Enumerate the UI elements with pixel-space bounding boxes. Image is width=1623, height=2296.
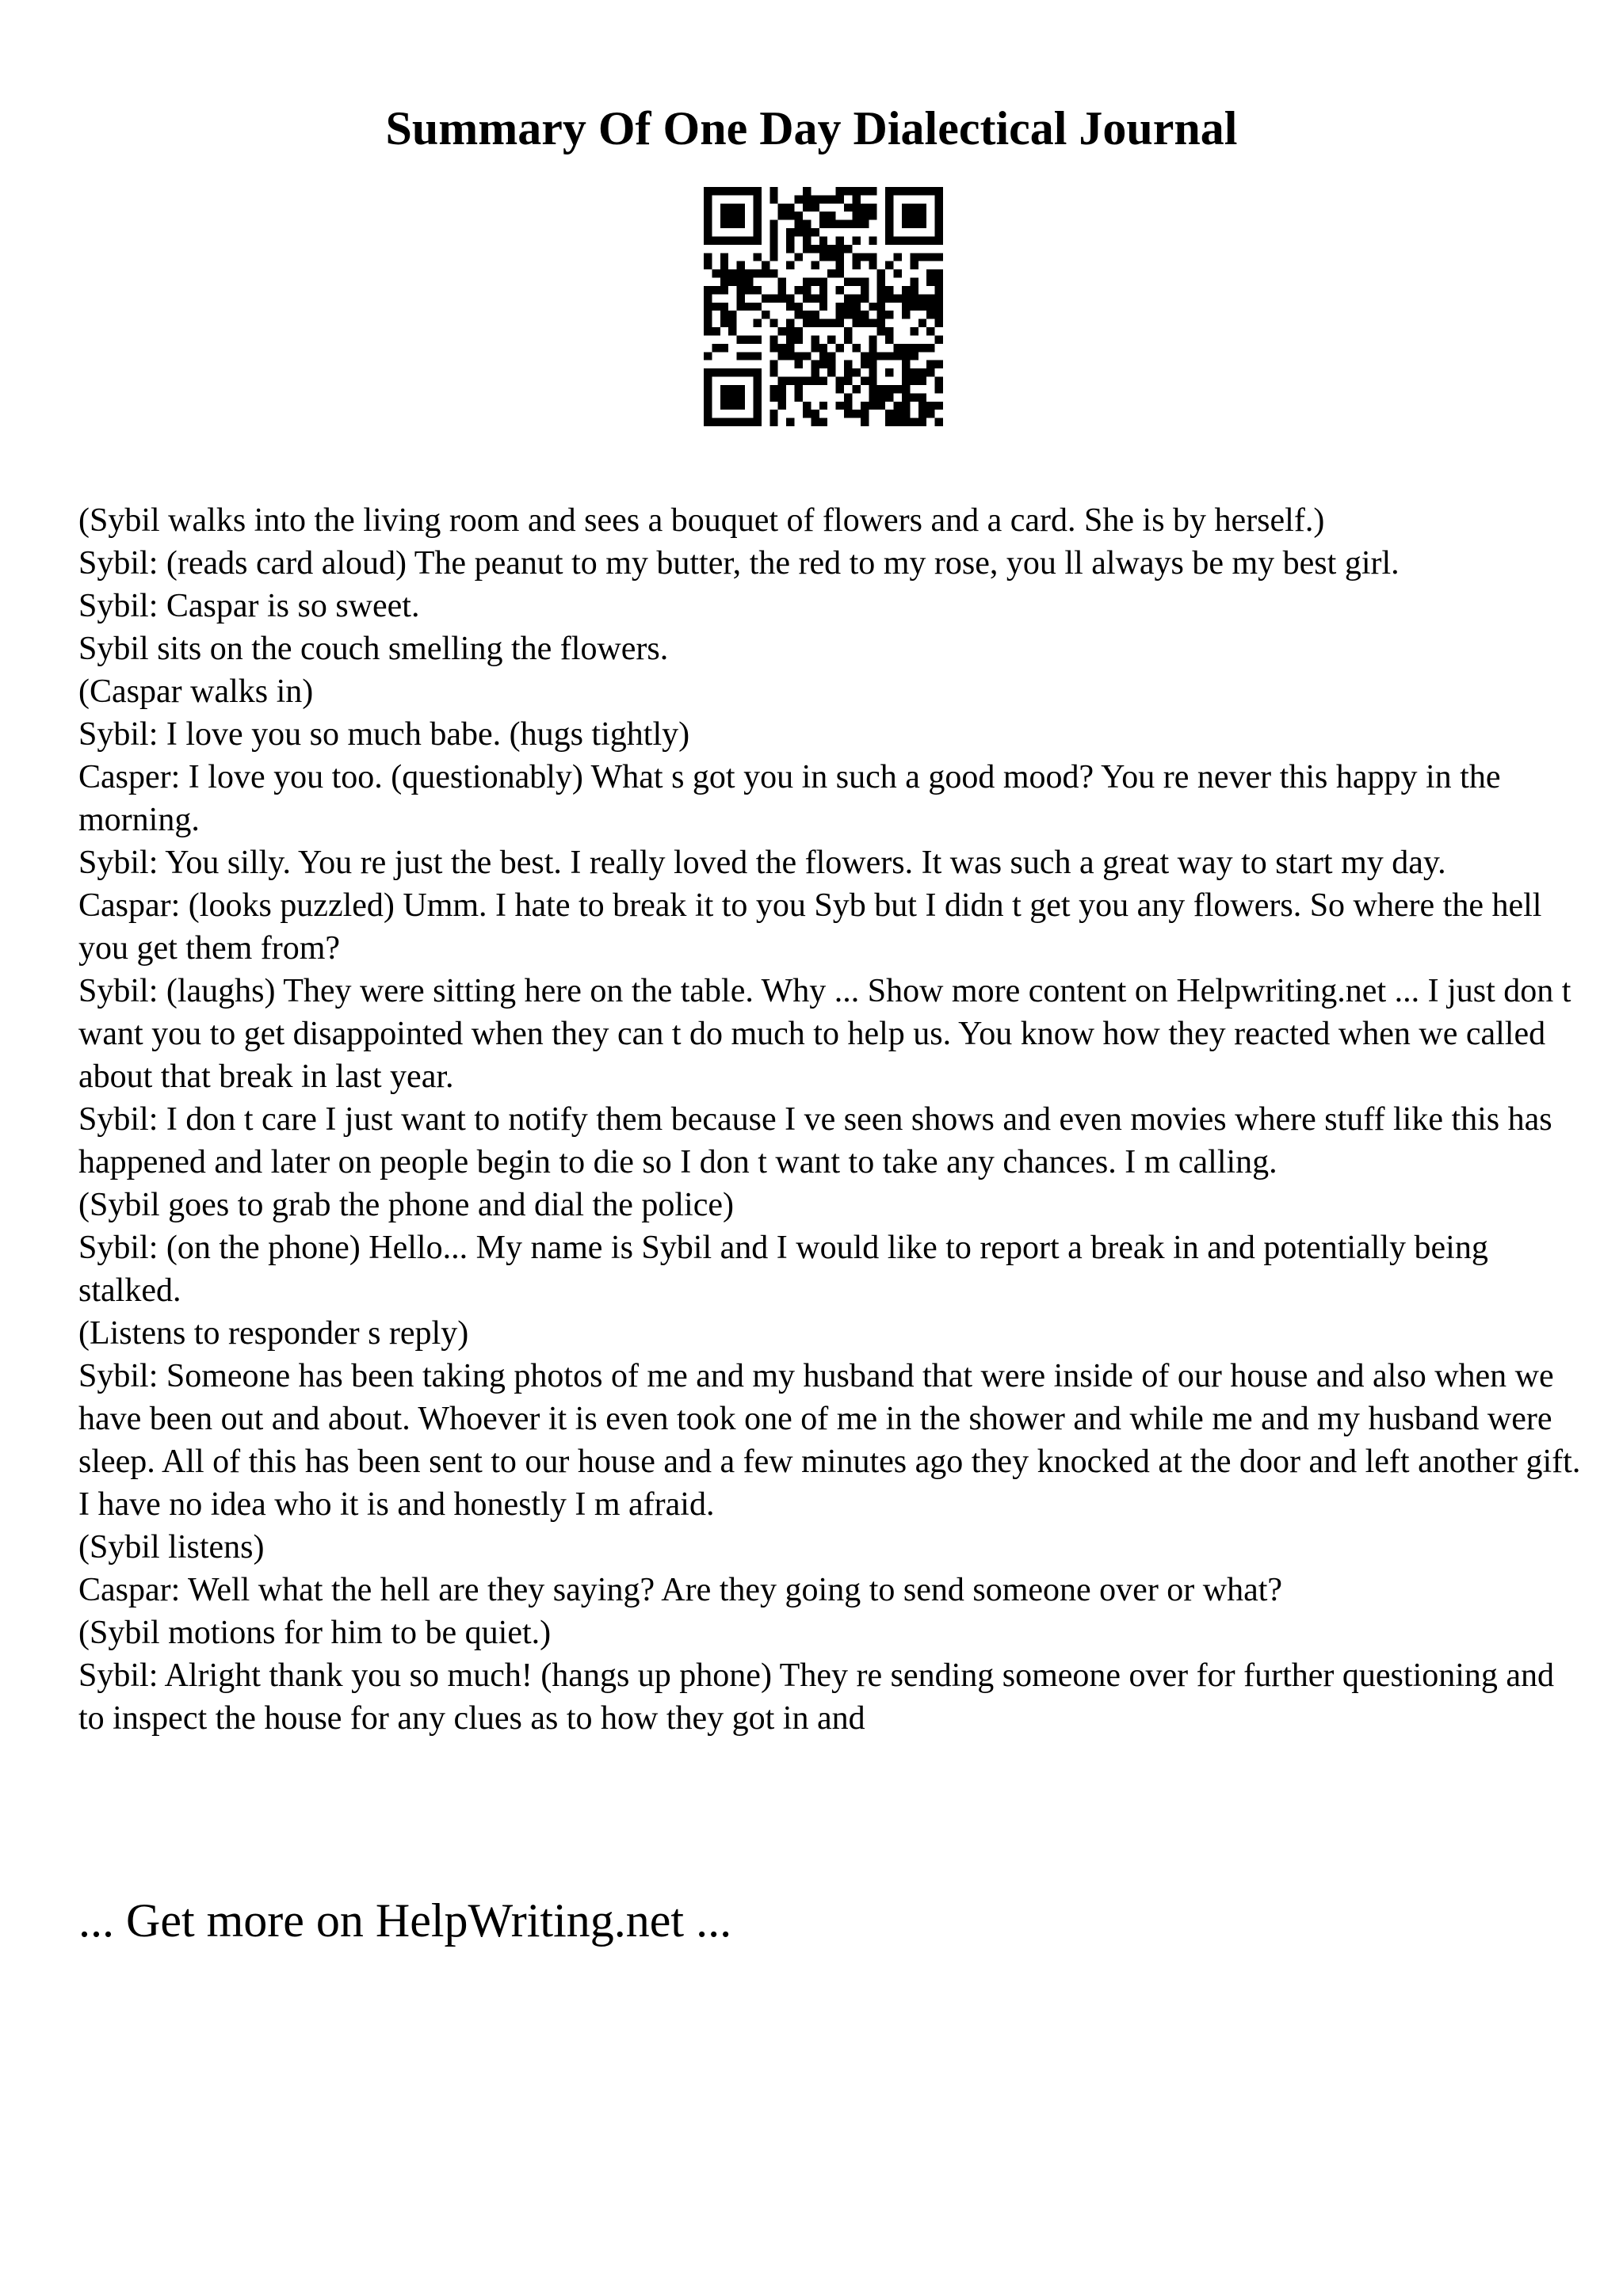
- paragraph: (Caspar walks in): [78, 673, 314, 710]
- paragraph: (Sybil walks into the living room and sees a bouquet of flowers and a card. She is by herself.): [78, 502, 1325, 539]
- paragraph: (Listens to responder s reply): [78, 1315, 469, 1352]
- paragraph: Sybil: I love you so much babe. (hugs tightly): [78, 716, 690, 753]
- page-title: Summary Of One Day Dialectical Journal: [385, 102, 1238, 154]
- document-body: [78, 499, 1584, 1740]
- paragraph: Sybil: I don t care I just want to notify them because I ve seen shows and even movies where stuff like this has happened and later on people begin to die so I don t want to take any chances. I m calling.: [78, 1101, 1552, 1180]
- paragraph: Sybil: (on the phone) Hello... My name is Sybil and I would like to report a break in and potentially being stalked.: [78, 1230, 1488, 1309]
- paragraph: Caspar: (looks puzzled) Umm. I hate to break it to you Syb but I didn t get you any flowers. So where the hell you get them from?: [78, 887, 1542, 967]
- paragraph: Sybil: (reads card aloud) The peanut to my butter, the red to my rose, you ll always be my best girl.: [78, 545, 1400, 582]
- paragraph: Sybil sits on the couch smelling the flowers.: [78, 631, 669, 667]
- qr-code-icon: [704, 187, 943, 426]
- paragraph: Sybil: (laughs) They were sitting here on the table. Why ... Show more content on Helpwriting.net ... I just don t want you to get disappointed when they can t do much to help us. You know how they reacted when we called about that break in last year.: [78, 973, 1571, 1095]
- get-more-link[interactable]: ... Get more on HelpWriting.net ...: [78, 1894, 732, 1947]
- paragraph: (Sybil goes to grab the phone and dial the police): [78, 1187, 734, 1223]
- paragraph: Sybil: Caspar is so sweet.: [78, 588, 420, 624]
- paragraph: (Sybil listens): [78, 1529, 265, 1566]
- paragraph: Sybil: Someone has been taking photos of me and my husband that were inside of our house and also when we have been out and about. Whoever it is even took one of me in the shower and while me and my husband were sleep. All of this has been sent to our house and a few minutes ago they knocked at the door and left another gift. I have no idea who it is and honestly I m afraid.: [78, 1358, 1581, 1523]
- paragraph: Caspar: Well what the hell are they saying? Are they going to send someone over or what?: [78, 1572, 1283, 1608]
- paragraph: Casper: I love you too. (questionably) What s got you in such a good mood? You re never this happy in the morning.: [78, 759, 1501, 838]
- paragraph: Sybil: Alright thank you so much! (hangs up phone) They re sending someone over for further questioning and to inspect the house for any clues as to how they got in and: [78, 1657, 1555, 1737]
- paragraph: (Sybil motions for him to be quiet.): [78, 1615, 552, 1651]
- paragraph: Sybil: You silly. You re just the best. I really loved the flowers. It was such a great way to start my day.: [78, 845, 1446, 881]
